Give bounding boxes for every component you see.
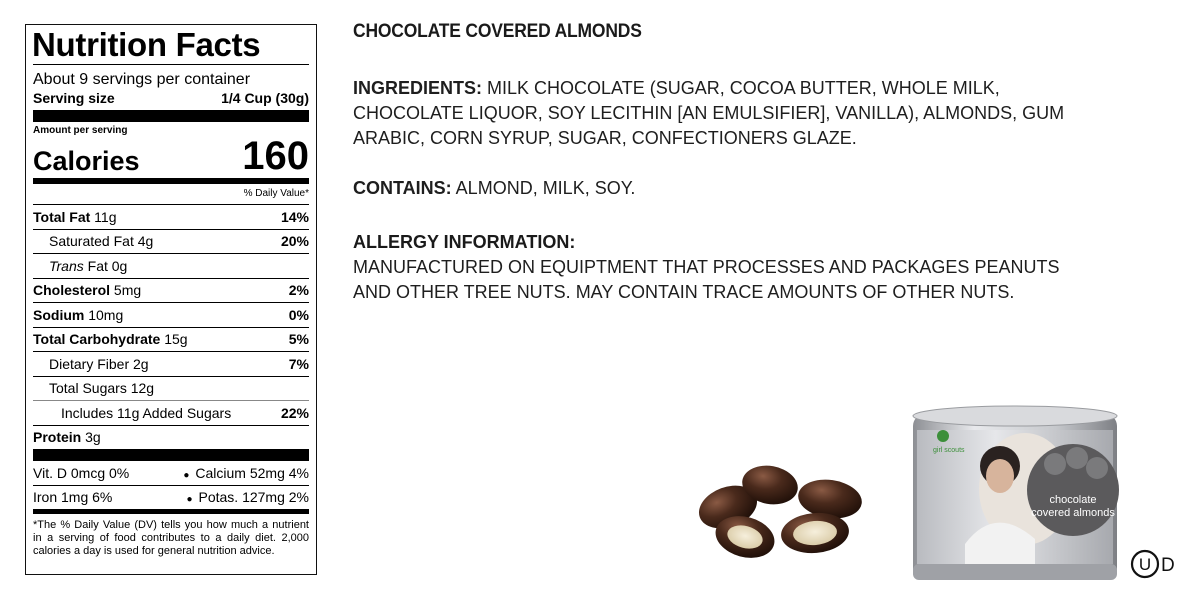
contains-text: ALMOND, MILK, SOY. [451,178,636,198]
nutrient-dv: 7% [288,355,309,372]
nutrient-label: Saturated Fat 4g [49,233,154,250]
nutrient-dv: 5% [288,331,309,348]
kosher-dairy-symbol [1130,548,1182,580]
potassium: Potas. 127mg 2% [198,489,309,506]
contains-heading: CONTAINS: [353,178,452,198]
nutrient-amount: 15g [160,331,188,348]
product-info [353,20,1113,302]
ingredients [353,76,1093,151]
contains [353,176,635,201]
daily-value-footnote: *The % Daily Value (DV) tells you how much a nutrient in a serving of food contributes to a daily diet. 2,000 calories a day is used for general nutrition advice. [33,519,309,557]
ingredients-text: MILK CHOCOLATE (SUGAR, COCOA BUTTER, WHOLE MILK, CHOCOLATE LIQUOR, SOY LECITHIN [AN EMULSIFIER], VANILLA), ALMONDS, GUM ARABIC, CORN SYRUP, SUGAR, CONFECTIONERS GLAZE. [353,78,1065,148]
calories-value: 160 [242,134,309,178]
nutrient-label: Fat 0g [83,257,128,274]
nutrient-label: Dietary Fiber 2g [49,355,149,372]
iron: Iron 1mg 6% [33,489,113,506]
vitamin-row-1 [33,461,309,486]
nutrient-label: Cholesterol [33,282,111,299]
daily-value-header: % Daily Value* [33,184,309,205]
ingredients-heading: INGREDIENTS: [353,78,483,98]
medium-divider [33,509,309,514]
nutrient-row-added-sugars [33,401,309,426]
nutrient-amount: 5mg [110,282,142,299]
can-brand: girl scouts [933,447,965,454]
nutrient-row-total-fat [33,205,309,230]
allergy-heading: ALLERGY INFORMATION: [353,232,576,252]
nutrient-row-protein [33,426,309,450]
vitamin-d: Vit. D 0mcg 0% [33,464,130,481]
calcium: Calcium 52mg 4% [195,464,309,481]
nutrient-label: Protein [33,429,82,446]
nutrient-label: Total Sugars 12g [49,380,155,397]
nutrient-dv: 20% [280,233,309,250]
divider [33,64,309,65]
nutrient-row-total-sugars [33,377,309,402]
calories-label: Calories [33,146,140,176]
nutrient-row-cholesterol [33,279,309,304]
calories-row [33,134,309,178]
serving-size-label: Serving size [33,90,115,106]
nutrient-label: Sodium [33,306,85,323]
nutrient-label-italic: Trans [49,257,84,274]
nutrient-row-dietary-fiber [33,352,309,377]
nutrient-dv: 0% [288,306,309,323]
nutrient-amount: 10mg [84,306,124,323]
nutrient-label: Total Fat [33,208,91,225]
product-title: CHOCOLATE COVERED ALMONDS [353,21,642,42]
kosher-d: D [1161,555,1175,576]
nutrient-dv: 14% [280,208,309,225]
chocolate-almonds-image [690,455,870,565]
thick-divider [33,110,309,122]
bullet-icon: ● [183,469,190,481]
allergy-text: MANUFACTURED ON EQUIPTMENT THAT PROCESSES AND PACKAGES PEANUTS AND OTHER TREE NUTS. MAY CONTAIN TRACE AMOUNTS OF OTHER NUTS. [353,257,1060,302]
nutrition-facts-title: Nutrition Facts [32,26,261,63]
nutrient-label: Includes 11g Added Sugars [61,404,232,421]
nutrient-dv: 22% [280,404,309,421]
serving-size-value: 1/4 Cup (30g) [221,90,309,106]
nutrient-row-saturated-fat [33,230,309,255]
nutrient-amount: 11g [90,208,117,225]
nutrition-facts-panel [25,24,317,575]
nutrient-row-total-carbohydrate [33,328,309,353]
can-name-line2: covered almonds [1031,507,1115,519]
nutrient-amount: 3g [81,429,101,446]
serving-size [33,90,309,106]
vitamin-row-2 [33,486,309,510]
amount-per-serving: Amount per serving [33,125,128,136]
nutrient-label: Total Carbohydrate [33,331,161,348]
kosher-u: U [1138,555,1152,574]
thick-divider [33,449,309,461]
nutrient-dv: 2% [288,282,309,299]
product-can-image [905,404,1125,586]
servings-per-container: About 9 servings per container [33,71,251,88]
nutrient-row-trans-fat [33,254,309,279]
can-name-line1: chocolate [1049,494,1097,506]
nutrient-row-sodium [33,303,309,328]
bullet-icon: ● [186,494,193,506]
